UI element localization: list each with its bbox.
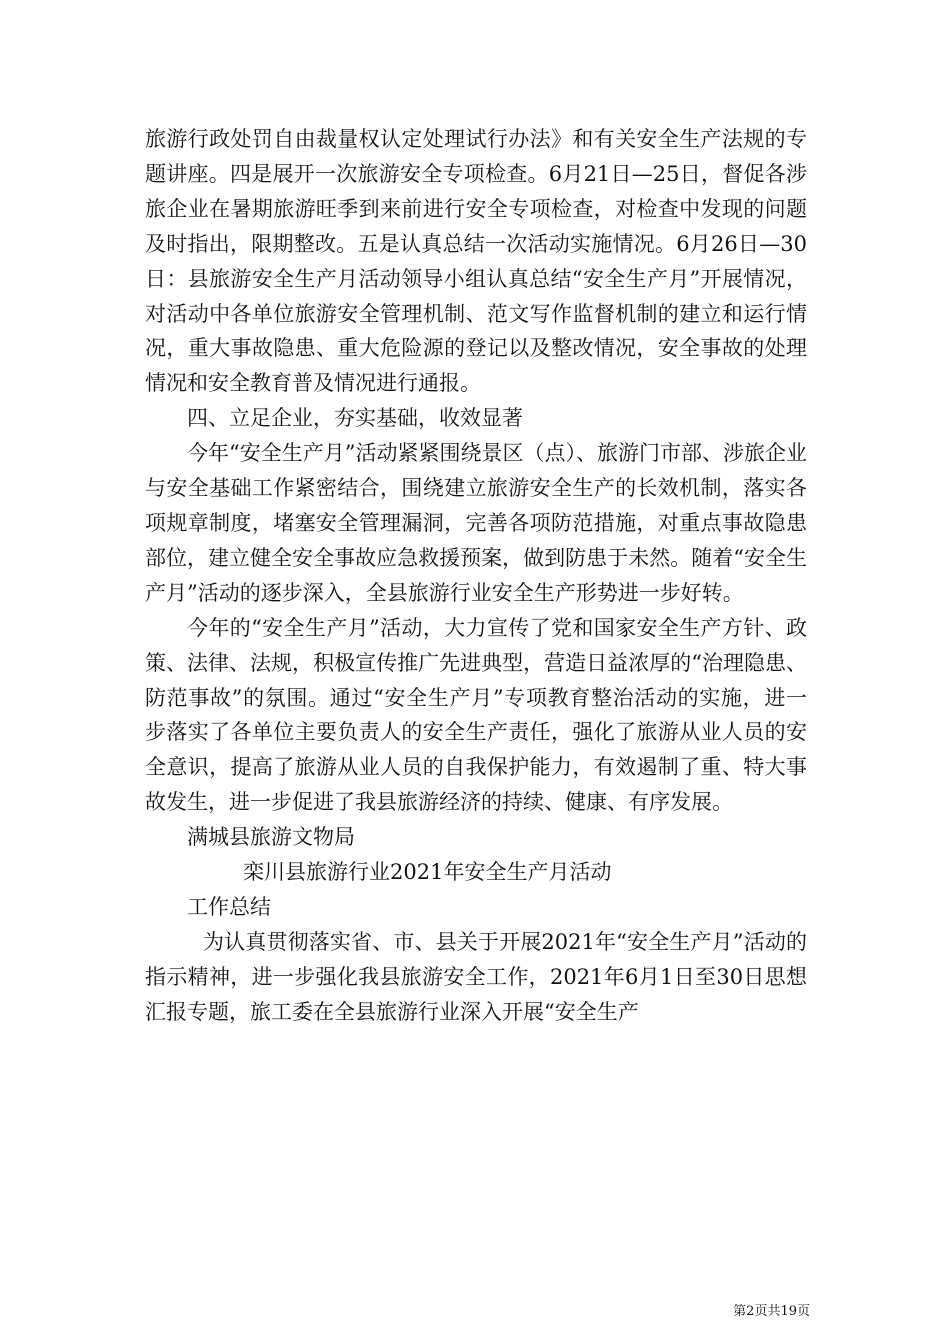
paragraph-body: 今年的“安全生产月”活动，大力宣传了党和国家安全生产方针、政策、法律、法规，积极宣传推广先进典型，营造日益浓厚的“治理隐患、防范事故”的氛围。通过“安全生产月”专项教育整治活动的实施，进一步落实了各单位主要负责人的安全生产责任，强化了旅游从业人员的安全意识，提高了旅游从业人员的自我保护能力，有效遏制了重、特大事故发生，进一步促进了我县旅游经济的持续、健康、有序发展。: [145, 615, 807, 815]
paragraph-body: 今年“安全生产月”活动紧紧围绕景区（点）、旅游门市部、涉旅企业与安全基础工作紧密结合，围绕建立旅游安全生产的长效机制，落实各项规章制度，堵塞安全管理漏洞，完善各项防范措施，对重点事故隐患部位，建立健全安全事故应急救援预案，做到防患于未然。随着“安全生产月”活动的逐步深入，全县旅游行业安全生产形势进一步好转。: [145, 441, 807, 605]
signature-line: 满城县旅游文物局: [187, 825, 355, 850]
paragraph-body: 为认真贯彻落实省、市、县关于开展2021年“安全生产月”活动的指示精神，进一步强化我县旅游安全工作，2021年6月1日至30日思想汇报专题，旅工委在全县旅游行业深入开展“安全生产: [145, 929, 807, 1024]
document-body: [145, 122, 807, 1030]
page-number: 第2页共19页: [733, 1304, 810, 1319]
document-title: 栾川县旅游行业2021年安全生产月活动: [243, 860, 612, 885]
section-heading: 四、立足企业，夯实基础，收效显著: [187, 406, 523, 431]
document-subtitle: 工作总结: [187, 894, 271, 919]
paragraph-continuation: 旅游行政处罚自由裁量权认定处理试行办法》和有关安全生产法规的专题讲座。四是展开一次旅游安全专项检查。6月21日—25日，督促各涉旅企业在暑期旅游旺季到来前进行安全专项检查，对检查中发现的问题及时指出，限期整改。五是认真总结一次活动实施情况。6月26日—30日：县旅游安全生产月活动领导小组认真总结“安全生产月”开展情况，对活动中各单位旅游安全管理机制、范文写作监督机制的建立和运行情况，重大事故隐患、重大危险源的登记以及整改情况，安全事故的处理情况和安全教育普及情况进行通报。: [145, 127, 807, 396]
